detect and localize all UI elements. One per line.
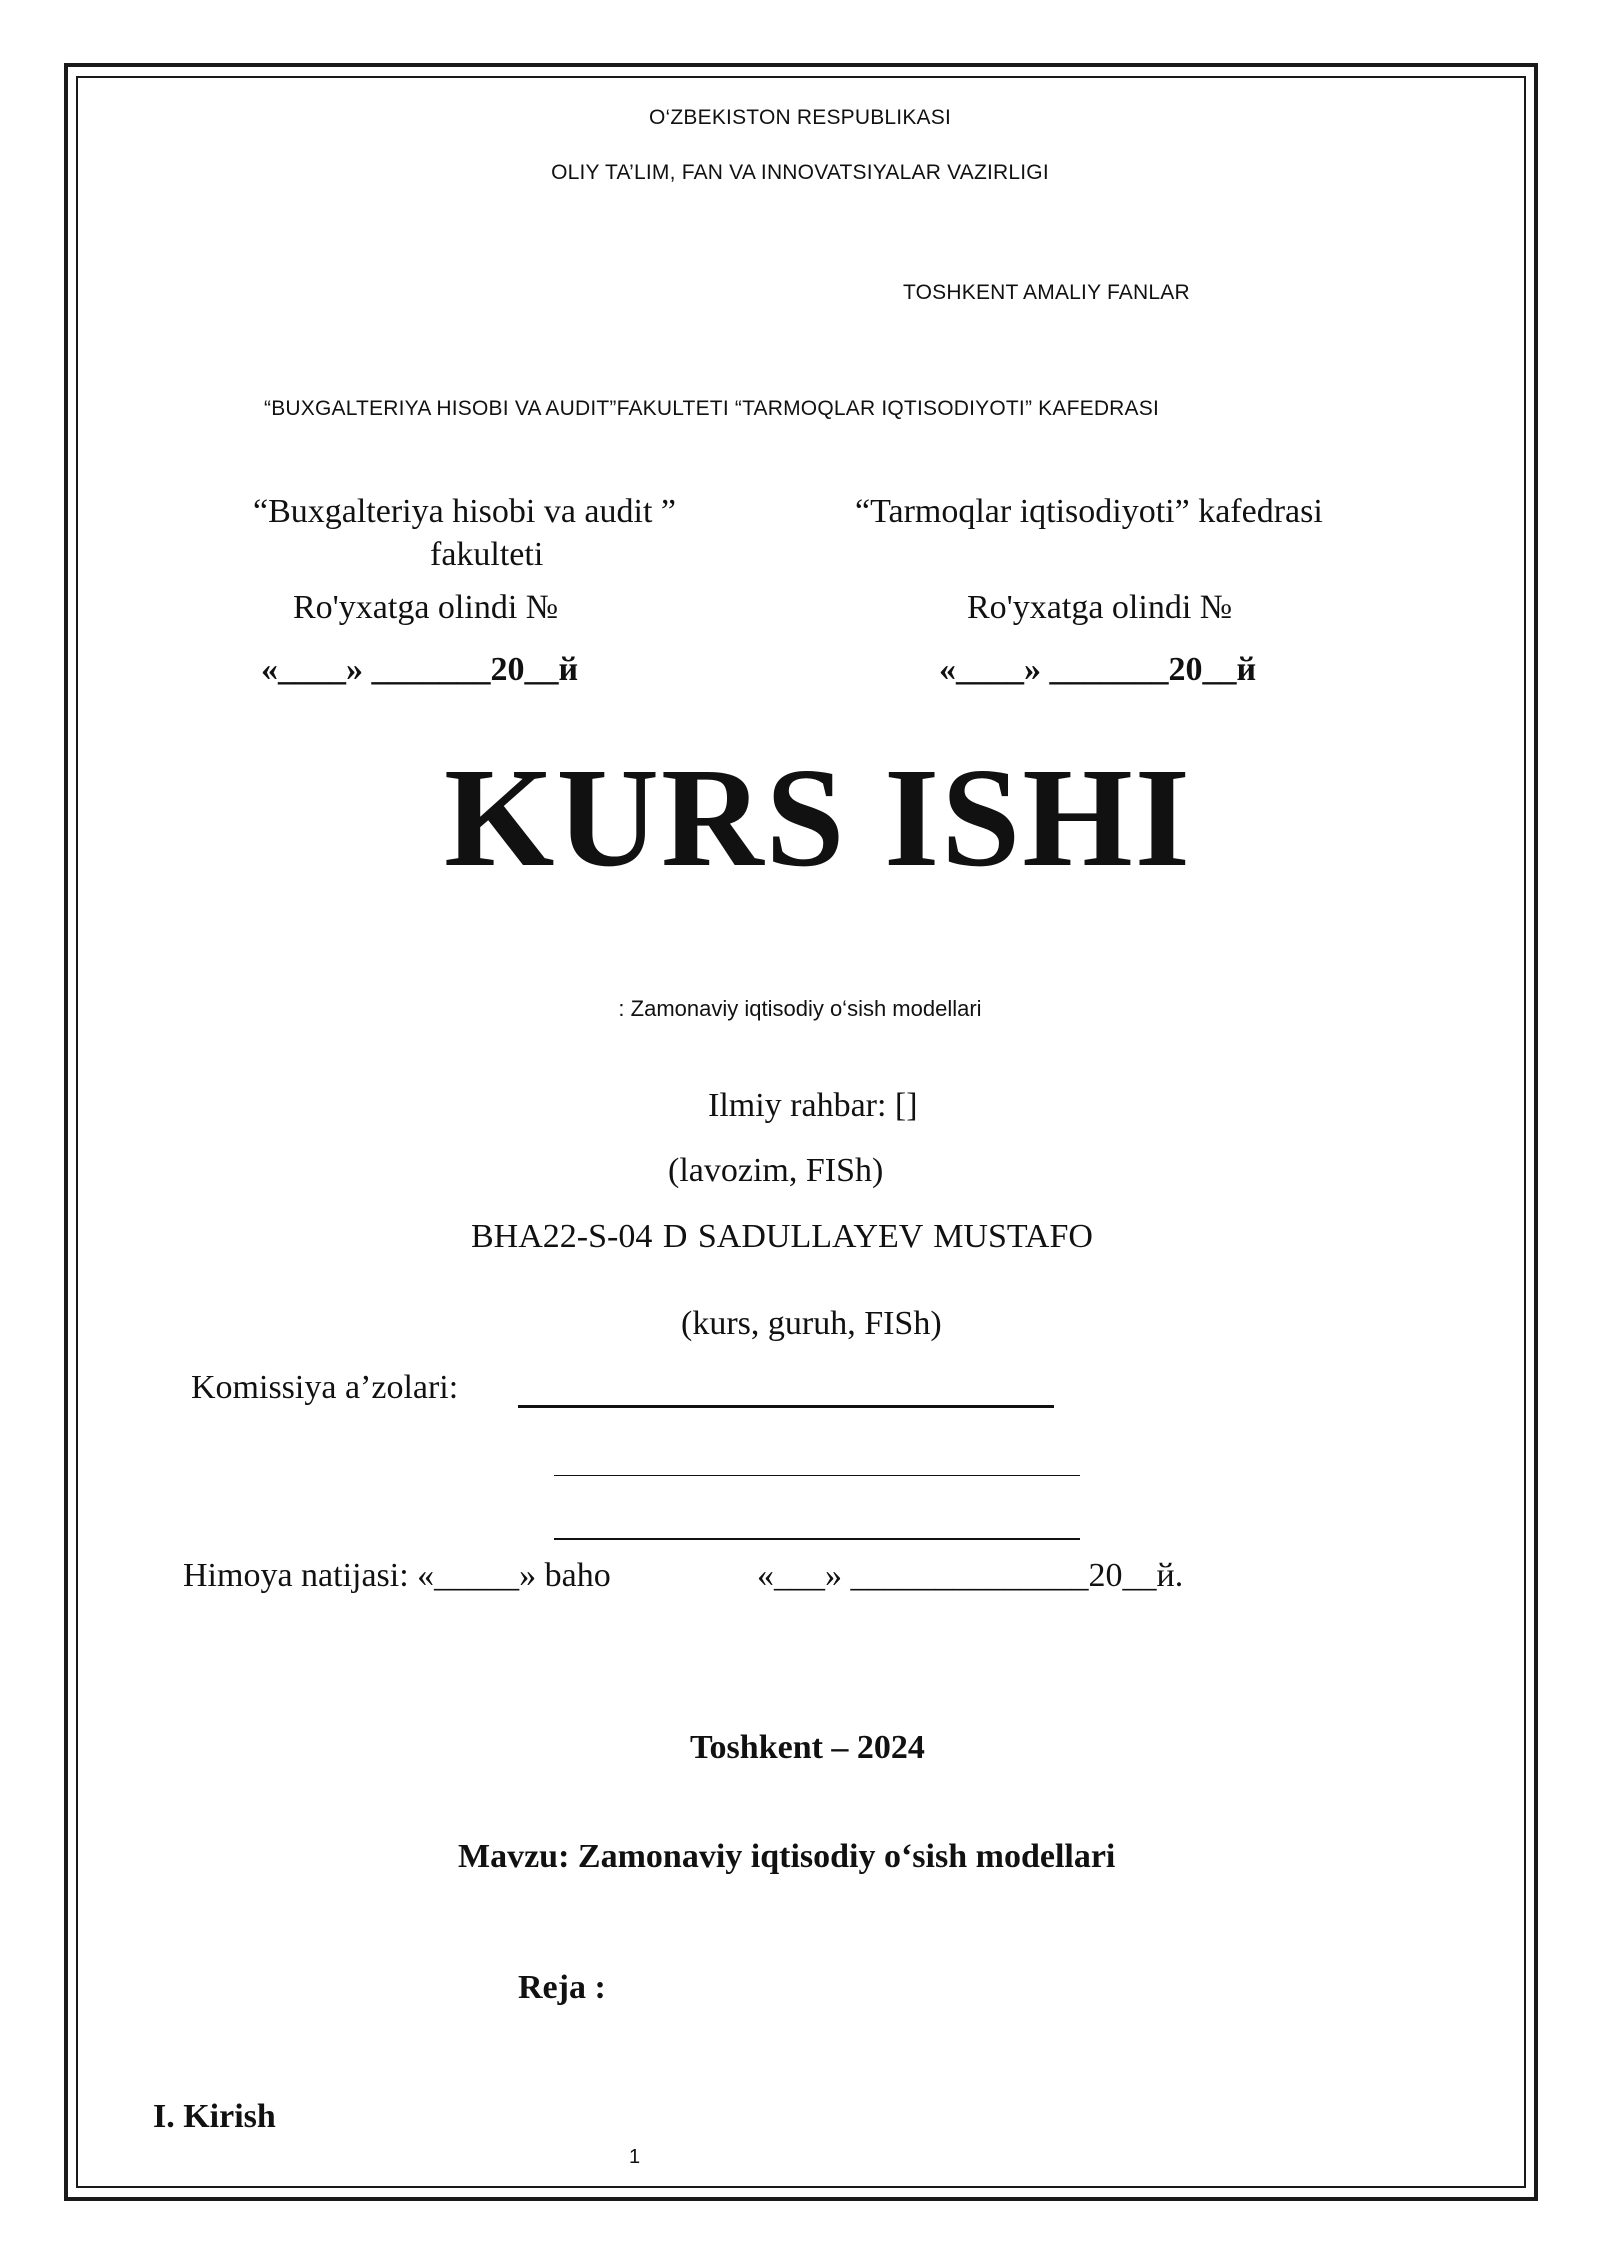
department-registration-date: «____» _______20__й — [939, 651, 1257, 688]
commission-signature-line-1 — [518, 1405, 1054, 1408]
ministry-heading: OLIY TA’LIM, FAN VA INNOVATSIYALAR VAZIRLIGI — [551, 161, 1049, 184]
defense-result: Himoya natijasi: «_____» baho — [183, 1557, 611, 1594]
department-registered-label: Ro'yxatga olindi № — [967, 589, 1233, 626]
department-name: “Tarmoqlar iqtisodiyoti” kafedrasi — [855, 493, 1323, 530]
institute-heading: TOSHKENT AMALIY FANLAR — [903, 281, 1190, 304]
document-title: KURS ISHI — [444, 738, 1192, 896]
plan-heading: Reja : — [518, 1969, 606, 2006]
student-note: (kurs, guruh, FISh) — [681, 1305, 942, 1342]
faculty-registered-label: Ro'yxatga olindi № — [293, 589, 559, 626]
city-year: Toshkent – 2024 — [690, 1729, 925, 1766]
faculty-registration-date: «____» _______20__й — [261, 651, 579, 688]
supervisor-note: (lavozim, FISh) — [668, 1152, 884, 1189]
republic-heading: O‘ZBEKISTON RESPUBLIKASI — [649, 106, 951, 129]
faculty-name-suffix: fakulteti — [430, 536, 544, 573]
faculty-name: “Buxgalteriya hisobi va audit ” — [253, 493, 676, 530]
supervisor-label: Ilmiy rahbar: [] — [708, 1087, 918, 1124]
plan-item: I. Kirish — [153, 2098, 276, 2135]
commission-signature-line-3 — [554, 1538, 1080, 1540]
defense-date: «___» ______________20__й. — [757, 1557, 1184, 1594]
topic-caption: : Zamonaviy iqtisodiy o‘sish modellari — [618, 996, 982, 1021]
page-number: 1 — [629, 2146, 641, 2168]
commission-signature-line-2 — [554, 1475, 1080, 1476]
student-info: BHA22-S-04 D SADULLAYEV MUSTAFO — [471, 1218, 1093, 1255]
commission-label: Komissiya a’zolari: — [191, 1369, 459, 1406]
faculty-department-heading: “BUXGALTERIYA HISOBI VA AUDIT”FAKULTETI “TARMOQLAR IQTISODIYOTI” KAFEDRASI — [264, 397, 1159, 420]
topic-heading: Mavzu: Zamonaviy iqtisodiy o‘sish modellari — [458, 1838, 1116, 1875]
